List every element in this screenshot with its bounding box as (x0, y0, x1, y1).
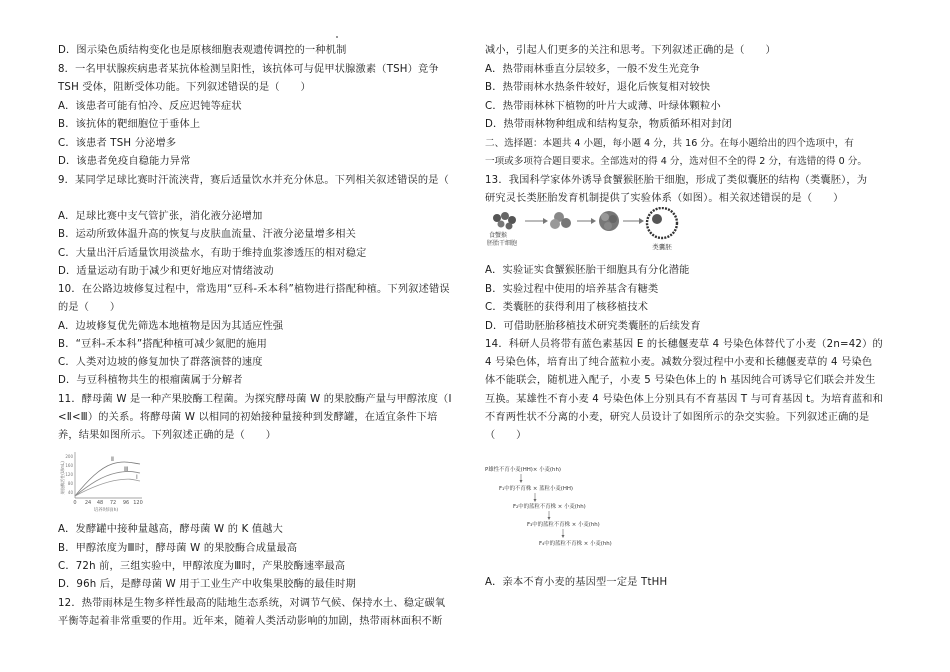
option-b: B．运动所致体温升高的恢复与皮肤血流量、汗液分泌量增多相关 (58, 229, 357, 240)
text-line: 平衡等起着非常重要的作用。近年来，随着人类活动影响的加剧，热带雨林面积不断 (58, 616, 443, 627)
option-c: C．热带雨林林下植物的叶片大或薄、叶绿体颗粒小 (485, 101, 721, 112)
blastoid-label: 类囊胚 (652, 243, 672, 251)
series-label-ii: Ⅱ (111, 456, 114, 463)
question-12-stem: 12．热带雨林是生物多样性最高的陆地生态系统，对调节气候、保持水土、稳定碳氧 (58, 598, 446, 609)
y-tick: 160 (65, 463, 73, 468)
option-a: A．足球比赛中支气管扩张，消化液分泌增加 (58, 211, 263, 222)
option-c: C．类囊胚的获得利用了核移植技术 (485, 302, 649, 313)
option-a: A．实验证实食蟹猴胚胎干细胞具有分化潜能 (485, 265, 690, 276)
arrow-head-icon (520, 480, 523, 483)
page-dot (336, 36, 338, 38)
text-line: <Ⅱ<Ⅲ）的关系。将酵母菌 W 以相同的初始接种量接种到发酵罐，在适宜条件下培 (58, 412, 438, 423)
option-a: A．热带雨林垂直分层较多，一般不发生光竞争 (485, 64, 700, 75)
question-9-stem: 9．某同学足球比赛时汗流浃背，赛后适量饮水并充分休息。下列相关叙述错误的是（ (58, 175, 450, 186)
option-b: B．实验过程中使用的培养基含有糖类 (485, 284, 659, 295)
series-label-iii: Ⅲ (124, 466, 129, 473)
x-tick: 48 (96, 500, 104, 506)
option-b: B．甲醇浓度为Ⅲ时，酵母菌 W 的果胶酶合成量最高 (58, 543, 298, 554)
x-tick: 24 (84, 500, 92, 506)
option-b: B．热带雨林水热条件较好，退化后恢复相对较快 (485, 82, 711, 93)
option-c: C．该患者 TSH 分泌增多 (58, 138, 177, 149)
x-tick: 120 (133, 500, 143, 506)
chart-ylabel: 果胶酶活性(U/mL) (60, 461, 65, 495)
blastoid-icon (647, 208, 677, 238)
text-line: （ ） (485, 430, 527, 441)
arrow-head-icon (639, 218, 644, 224)
curve-i (75, 479, 140, 496)
cells-label: 食蟹猴 (489, 232, 508, 239)
text-line: 一项或多项符合题目要求。全部选对的得 4 分，选对但不全的得 2 分，有选错的得 0 分。 (485, 156, 867, 167)
arrow-head-icon (591, 218, 596, 224)
option-d: D．96h 后，是酵母菌 W 用于工业生产中收集果胶酶的最佳时期 (58, 579, 356, 590)
option-a: A．发酵罐中接种量越高，酵母菌 W 的 K 值越大 (58, 524, 284, 535)
text-line: TSH 受体，阻断受体功能。下列叙述错误的是（ ） (58, 82, 311, 93)
text-line: 减小，引起人们更多的关注和思考。下列叙述正确的是（ ） (485, 45, 776, 56)
series-label-i: Ⅰ (136, 474, 138, 481)
y-tick: 40 (67, 490, 73, 495)
cells-label: 胚胎干细胞 (487, 240, 518, 247)
option-a: A．该患者可能有怕冷、反应迟钝等症状 (58, 101, 242, 112)
x-tick: 72 (109, 500, 117, 506)
option-c: C．人类对边坡的修复加快了群落演替的速度 (58, 357, 263, 368)
cell-aggregate-icon (599, 211, 619, 231)
option-c: C．72h 前，三组实验中，甲醇浓度为Ⅲ时，产果胶酶速率最高 (58, 561, 346, 572)
cross-row-f1: F₁中的不育株 × 蓝粒小麦(HH) (499, 486, 574, 492)
y-tick: 200 (65, 454, 73, 459)
q14-cross-diagram (485, 462, 655, 554)
text-line: 养，结果如图所示。下列叙述正确的是（ ） (58, 430, 277, 441)
option-d: D．适量运动有助于减少和更好地应对情绪波动 (58, 266, 274, 277)
chart-xlabel: 培养时间(h) (93, 508, 119, 513)
text-line: 互换。某雄性不育小麦 4 号染色体上分别具有不育基因 T 与可育基因 t。为培育蓝和和 (485, 394, 884, 405)
option-a: A．边坡修复优先筛选本地植物是因为其适应性强 (58, 321, 284, 332)
curve-iii (75, 471, 140, 496)
q13-blastoid-diagram (487, 207, 687, 257)
option-a: A．亲本不育小麦的基因型一定是 TtHH (485, 577, 668, 588)
arrow-head-icon (543, 218, 548, 224)
text-line: D．图示染色质结构变化也是原核细胞表观遗传调控的一种机制 (58, 45, 347, 56)
arrow-head-icon (534, 499, 537, 502)
arrow-head-icon (548, 517, 551, 520)
x-tick: 96 (122, 500, 130, 506)
arrow-head-icon (562, 535, 565, 538)
option-b: B．该抗体的靶细胞位于垂体上 (58, 119, 201, 130)
option-d: D．与豆科植物共生的根瘤菌属于分解者 (58, 375, 243, 386)
cross-row-f4: F₄中的蓝粒不育株 × 小麦(hh) (539, 541, 612, 547)
text-line: 体不能联会，随机进入配子，小麦 5 号染色体上的 h 基因纯合可诱导它们联会并发生 (485, 375, 876, 386)
q11-growth-chart (60, 448, 150, 514)
cell-cluster-icon (550, 212, 571, 229)
cross-row-f2: F₂中的蓝粒不育株 × 小麦(hh) (513, 504, 586, 510)
stem-cells-icon (493, 212, 516, 230)
text-line: 不育两性状不分离的小麦，研究人员设计了如图所示的杂交实验。下列叙述正确的是 (485, 412, 870, 423)
option-d: D．该患者免疫自稳能力异常 (58, 156, 191, 167)
cross-row-f3: F₃中的蓝粒不育株 × 小麦(hh) (527, 522, 600, 528)
option-d: D．热带雨林物种组成和结构复杂，物质循环相对封闭 (485, 119, 732, 130)
text-line: 研究灵长类胚胎发育机制提供了实验体系（如图）。相关叙述错误的是（ ） (485, 193, 844, 204)
option-b: B．“豆科-禾本科”搭配种植可减少氮肥的施用 (58, 339, 267, 350)
question-14-stem: 14．科研人员将带有蓝色素基因 E 的长穗偃麦草 4 号染色体替代了小麦（2n=42）的 (485, 339, 883, 350)
question-8-stem: 8．一名甲状腺疾病患者某抗体检测呈阳性，该抗体可与促甲状腺激素（TSH）竞争 (58, 64, 439, 75)
option-c: C．大量出汗后适量饮用淡盐水，有助于维持血浆渗透压的相对稳定 (58, 248, 367, 259)
question-13-stem: 13．我国科学家体外诱导食蟹猴胚胎干细胞，形成了类似囊胚的结构（类囊胚），为 (485, 175, 868, 186)
text-line: 4 号染色体，培育出了纯合蓝粒小麦。减数分裂过程中小麦和长穗偃麦草的 4 号染色 (485, 357, 873, 368)
y-tick: 80 (67, 481, 73, 486)
question-11-stem: 11．酵母菌 W 是一种产果胶酶工程菌。为探究酵母菌 W 的果胶酶产量与甲醇浓度（I (58, 394, 452, 405)
question-10-stem: 10．在公路边坡修复过程中，常选用“豆科-禾本科”植物进行搭配种植。下列叙述错误 (58, 284, 450, 295)
option-d: D．可借助胚胎移植技术研究类囊胚的后续发育 (485, 321, 701, 332)
inner-cell-mass-icon (652, 214, 662, 224)
text-line: 的是（ ） (58, 302, 121, 313)
cross-row-p: P雄性不育小麦(HH)× 小麦(hh) (485, 467, 561, 473)
section-two-heading: 二、选择题：本题共 4 小题，每小题 4 分，共 16 分。在每小题给出的四个选项中，有 (485, 138, 854, 149)
x-tick: 0 (73, 500, 77, 506)
y-tick: 120 (65, 472, 73, 477)
